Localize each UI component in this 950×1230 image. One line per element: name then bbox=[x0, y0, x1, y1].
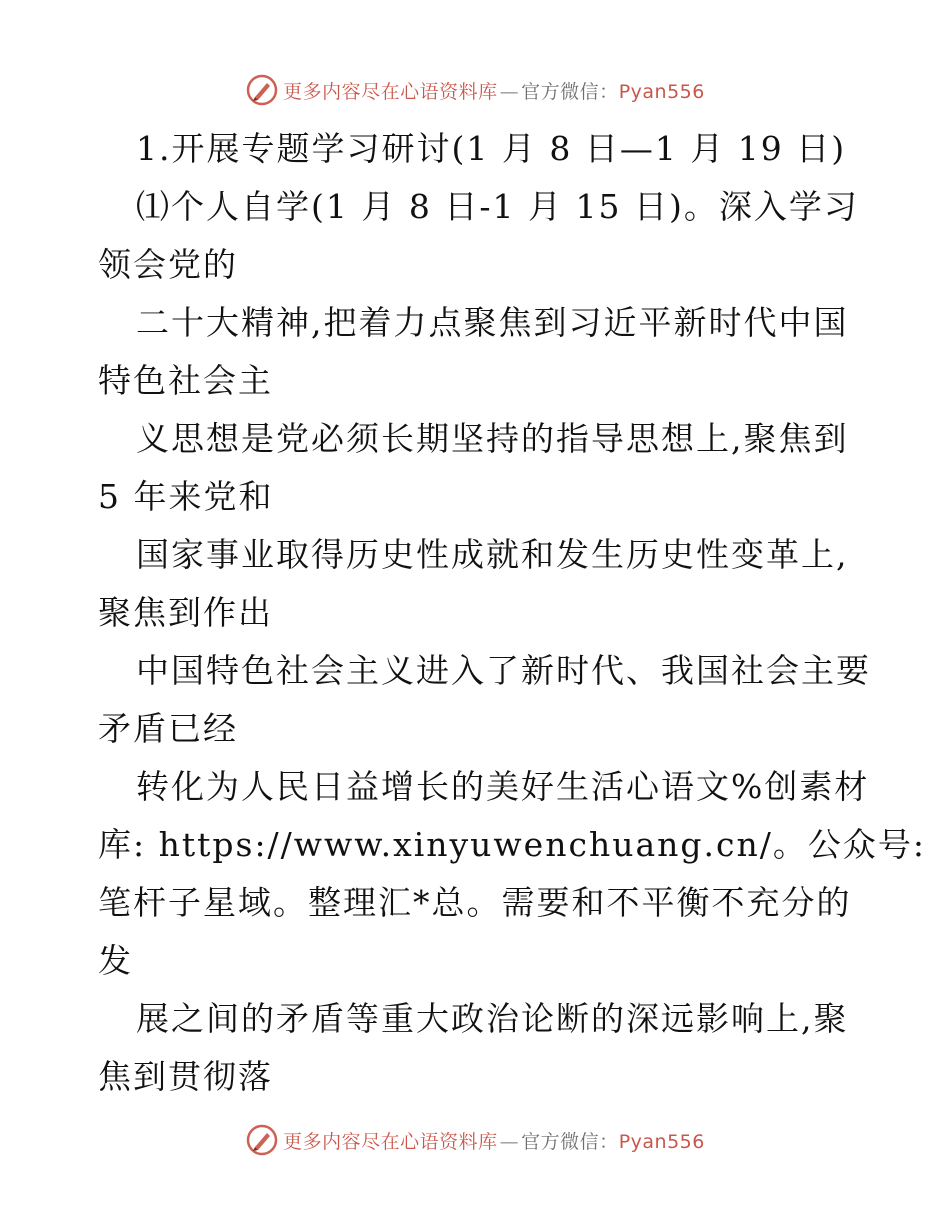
text-line: 库: https://www.xinyuwenchuang.cn/。公众号: bbox=[98, 825, 926, 864]
text-line: 特色社会主 bbox=[98, 361, 273, 400]
text-line: 二十大精神,把着力点聚焦到习近平新时代中国 bbox=[136, 303, 849, 342]
text-line: 转化为人民日益增长的美好生活心语文%创素材 bbox=[136, 767, 870, 806]
text-line: 1.开展专题学习研讨(1 月 8 日—1 月 19 日) bbox=[136, 129, 847, 168]
text-line: ⑴个人自学(1 月 8 日-1 月 15 日)。深入学习 bbox=[136, 187, 859, 226]
text-line: 义思想是党必须长期坚持的指导思想上,聚焦到 bbox=[136, 419, 849, 458]
watermark-text: 更多内容尽在心语资料库 — 官方微信：Pyan556 bbox=[283, 80, 705, 103]
footer-watermark-banner bbox=[0, 1120, 950, 1160]
text-line: 领会党的 bbox=[98, 245, 238, 284]
text-line: 聚焦到作出 bbox=[98, 593, 273, 632]
header-watermark-banner bbox=[0, 70, 950, 110]
pen-logo-icon bbox=[245, 73, 279, 107]
text-line: 发 bbox=[98, 941, 133, 980]
watermark-text: 更多内容尽在心语资料库 — 官方微信：Pyan556 bbox=[283, 1130, 705, 1153]
text-line: 笔杆子星域。整理汇*总。需要和不平衡不充分的 bbox=[98, 883, 852, 922]
text-line: 焦到贯彻落 bbox=[98, 1057, 273, 1096]
text-line: 矛盾已经 bbox=[98, 709, 238, 748]
text-line: 国家事业取得历史性成就和发生历史性变革上, bbox=[136, 535, 849, 574]
text-line: 5 年来党和 bbox=[98, 477, 274, 516]
text-line: 中国特色社会主义进入了新时代、我国社会主要 bbox=[136, 651, 871, 690]
document-body bbox=[98, 120, 926, 1106]
text-line: 展之间的矛盾等重大政治论断的深远影响上,聚 bbox=[136, 999, 849, 1038]
pen-logo-icon bbox=[245, 1123, 279, 1157]
